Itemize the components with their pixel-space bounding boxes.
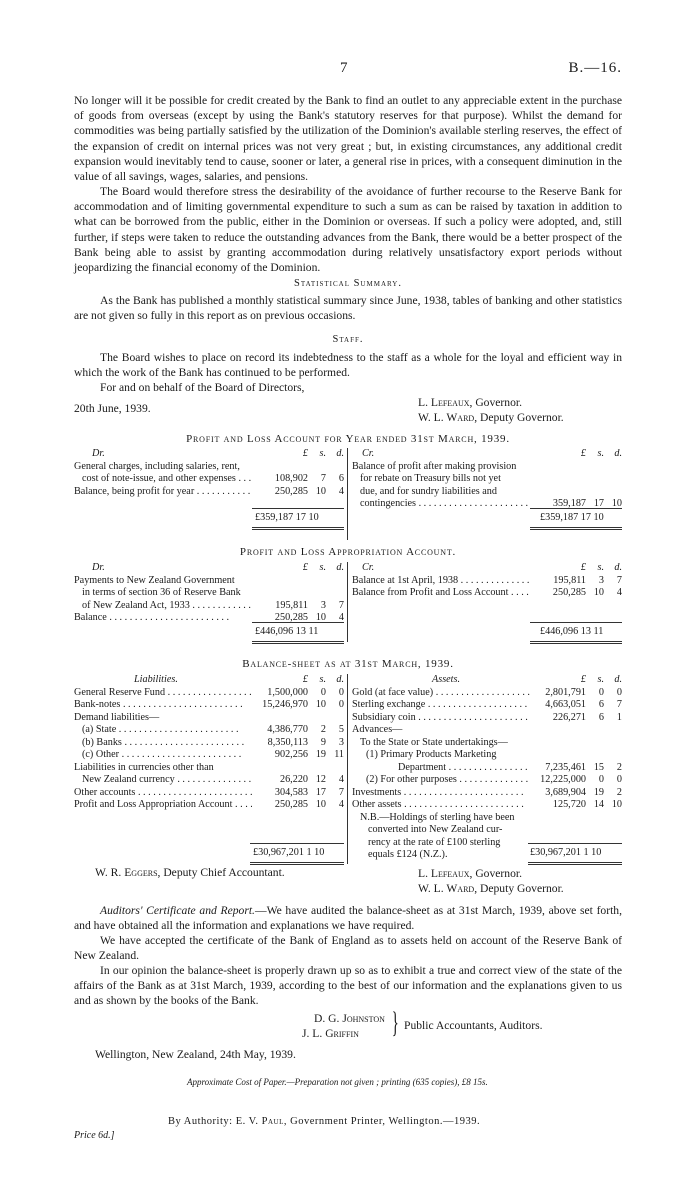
pl-divider bbox=[347, 448, 348, 540]
amount-pence: 6 bbox=[338, 473, 344, 484]
amount-shillings: 14 bbox=[593, 799, 604, 810]
paragraph-on-behalf: For and on behalf of the Board of Directors, bbox=[100, 381, 305, 394]
accountant-name: W. R. Eggers bbox=[95, 866, 158, 879]
assets-heading: Assets. bbox=[432, 674, 461, 685]
amount-pounds bbox=[530, 461, 586, 474]
amount-pounds bbox=[530, 737, 586, 750]
document-reference: B.—16. bbox=[568, 60, 622, 76]
amount-pounds bbox=[530, 473, 586, 486]
signature-governor bbox=[418, 395, 522, 410]
balance-sheet-rule-right bbox=[528, 843, 622, 844]
table-row bbox=[352, 699, 622, 712]
row-label: (1) Primary Products Marketing bbox=[366, 749, 497, 760]
paragraph-board-stress: The Board would therefore stress the desirability of the avoidance of further recourse to the Reserve Bank for accommodation and of limiting governmental expenditure to such a sum as can be raised by taxation in addition to what can be borrowed from the public, either in the Dominion or overseas. If such a policy were adopted, and, still further, if steps were taken to reduce the outstanding advances from the Bank, there would be a better prospect of the Bank being able to assist by granting accommodation during relatively unsatisfactory export periods without jeopardizing the financial economy of the Dominion. bbox=[74, 185, 622, 275]
row-label: Sterling exchange . . bbox=[352, 699, 530, 712]
pl-credit-rows bbox=[352, 461, 622, 511]
row-label: converted into New Zealand cur- bbox=[368, 824, 503, 835]
row-label: New Zealand currency . . bbox=[74, 774, 252, 787]
cost-of-paper-note: Approximate Cost of Paper.—Preparation not given ; printing (635 copies), £8 15s. bbox=[187, 1077, 488, 1087]
amount-shillings: 10 bbox=[315, 699, 326, 710]
currency-pounds: £ bbox=[302, 448, 308, 459]
table-row bbox=[74, 587, 344, 600]
pl-rule-left bbox=[252, 508, 344, 509]
amount-pounds: 250,285 bbox=[552, 587, 586, 598]
amount-pence: 1 bbox=[616, 711, 622, 723]
table-row bbox=[352, 799, 622, 812]
liabilities-heading: Liabilities. bbox=[134, 674, 178, 685]
row-label: Balance, being profit for year . . bbox=[74, 486, 252, 499]
amount-pounds: 250,285 bbox=[274, 485, 308, 497]
table-row bbox=[352, 787, 622, 800]
appropriation-rule-right bbox=[530, 622, 622, 623]
table-row bbox=[352, 774, 622, 787]
pl-cr-label: Cr. bbox=[362, 448, 375, 459]
currency-pounds: £ bbox=[302, 562, 308, 573]
amount-pence: 4 bbox=[338, 774, 344, 785]
amount-shillings: 6 bbox=[598, 711, 604, 723]
pl-credit-header bbox=[352, 448, 622, 461]
row-label: cost of note-issue, and other expenses . . bbox=[74, 473, 252, 486]
table-row bbox=[74, 712, 344, 725]
row-label: N.B.—Holdings of sterling have been bbox=[360, 811, 515, 823]
table-row bbox=[74, 575, 344, 588]
currency-shillings: s. bbox=[319, 448, 326, 459]
amount-pence bbox=[326, 762, 344, 775]
row-label: Subsidiary coin . . bbox=[352, 712, 530, 725]
amount-pounds bbox=[530, 812, 586, 825]
amount-pence bbox=[604, 737, 622, 750]
signature-deputy-chief-accountant bbox=[95, 866, 285, 879]
auditors-text-1: —We have audited the balance-sheet as at 31st March, 1939, above set forth, and have obtained all the information and explanations we have required. bbox=[74, 904, 622, 933]
amount-pence: 10 bbox=[611, 799, 622, 810]
table-row bbox=[352, 575, 622, 588]
amount-pence bbox=[604, 724, 622, 737]
appropriation-double-rule-left bbox=[252, 641, 344, 644]
amount-shillings bbox=[308, 461, 326, 474]
appropriation-total-right: £446,096 13 11 bbox=[540, 626, 604, 637]
table-row bbox=[74, 787, 344, 800]
amount-shillings bbox=[586, 749, 604, 762]
amount-shillings: 3 bbox=[598, 574, 604, 586]
row-label: Balance from Profit and Loss Account . . bbox=[352, 587, 530, 600]
amount-pounds: 26,220 bbox=[279, 774, 308, 785]
row-label: To the State or State undertakings— bbox=[360, 736, 508, 748]
amount-shillings bbox=[586, 824, 604, 837]
table-row bbox=[352, 824, 622, 837]
table-row bbox=[352, 749, 622, 762]
amount-shillings bbox=[308, 712, 326, 725]
amount-pence bbox=[604, 824, 622, 837]
table-row bbox=[74, 762, 344, 775]
deputy-governor-title: , Deputy Governor. bbox=[474, 411, 564, 424]
row-label: Other assets . . bbox=[352, 799, 530, 812]
amount-pence: 11 bbox=[334, 749, 344, 760]
currency-shillings: s. bbox=[319, 562, 326, 573]
appropriation-total-left: £446,096 13 11 bbox=[255, 626, 319, 637]
pl-debit-side bbox=[74, 448, 344, 498]
price-label: Price 6d.] bbox=[74, 1130, 115, 1141]
amount-pounds: 226,271 bbox=[552, 711, 586, 723]
appropriation-divider bbox=[347, 562, 348, 642]
row-label: (b) Banks . . bbox=[74, 737, 252, 750]
row-label: Balance at 1st April, 1938 . . bbox=[352, 575, 530, 588]
amount-shillings: 10 bbox=[315, 485, 326, 497]
amount-shillings: 17 bbox=[315, 786, 326, 798]
amount-shillings bbox=[308, 762, 326, 775]
appropriation-credit-side bbox=[352, 562, 622, 600]
amount-shillings: 7 bbox=[320, 473, 326, 484]
amount-pounds bbox=[530, 486, 586, 499]
amount-pounds bbox=[252, 762, 308, 775]
row-label: (c) Other . . bbox=[74, 749, 252, 762]
governor-title: , Governor. bbox=[469, 396, 522, 409]
balance-sheet-double-rule-right bbox=[528, 862, 622, 865]
heading-statistical-summary: Statistical Summary. bbox=[294, 278, 402, 289]
pl-total-right: £359,187 17 10 bbox=[540, 512, 604, 523]
appropriation-cr-label: Cr. bbox=[362, 562, 375, 573]
amount-shillings bbox=[308, 587, 326, 600]
governor-name-2: L. Lefeaux bbox=[418, 867, 470, 880]
amount-pounds bbox=[252, 587, 308, 600]
row-label: Bank-notes . . bbox=[74, 699, 252, 712]
table-row bbox=[74, 774, 344, 787]
appropriation-credit-header bbox=[352, 562, 622, 575]
assets-side bbox=[352, 674, 622, 862]
auditors-place-date: Wellington, New Zealand, 24th May, 1939. bbox=[95, 1048, 296, 1061]
liabilities-header bbox=[74, 674, 344, 687]
amount-pounds: 902,256 bbox=[274, 749, 308, 760]
row-label: for rebate on Treasury bills not yet bbox=[360, 473, 501, 484]
deputy-governor-name: W. L. Ward bbox=[418, 411, 475, 424]
currency-pence: d. bbox=[336, 562, 344, 573]
currency-shillings: s. bbox=[597, 448, 604, 459]
amount-shillings: 3 bbox=[320, 599, 326, 611]
pl-dr-label: Dr. bbox=[92, 448, 105, 459]
amount-shillings bbox=[308, 575, 326, 588]
amount-pence bbox=[604, 749, 622, 762]
paragraph-staff: The Board wishes to place on record its indebtedness to the staff as a whole for the loyal and efficient way in which the work of the Bank has continued to be performed. bbox=[74, 351, 622, 380]
row-label: Advances— bbox=[352, 724, 403, 735]
balance-sheet-total-right: £30,967,201 1 10 bbox=[530, 847, 602, 858]
table-row bbox=[74, 699, 344, 712]
amount-shillings bbox=[586, 812, 604, 825]
amount-shillings bbox=[586, 737, 604, 750]
amount-pence bbox=[604, 486, 622, 499]
amount-pounds: 8,350,113 bbox=[267, 736, 308, 748]
signature-governor-2 bbox=[418, 866, 522, 881]
amount-pounds bbox=[530, 724, 586, 737]
heading-staff: Staff. bbox=[332, 334, 364, 345]
row-label: Balance . . bbox=[74, 612, 252, 625]
currency-shillings: s. bbox=[597, 674, 604, 685]
amount-pence: 4 bbox=[338, 612, 344, 623]
page-number: 7 bbox=[340, 60, 348, 76]
row-label: Profit and Loss Appropriation Account . . bbox=[74, 799, 252, 812]
amount-pounds bbox=[530, 824, 586, 837]
amount-pounds: 195,811 bbox=[553, 574, 586, 586]
amount-pounds: 15,246,970 bbox=[262, 699, 308, 710]
row-label: (a) State . . bbox=[74, 724, 252, 737]
appropriation-debit-side bbox=[74, 562, 344, 625]
balance-sheet-total-left: £30,967,201 1 10 bbox=[253, 847, 325, 858]
amount-shillings: 10 bbox=[315, 799, 326, 810]
assets-header bbox=[352, 674, 622, 687]
amount-pence: 4 bbox=[338, 485, 344, 497]
table-row bbox=[352, 687, 622, 700]
row-label: Demand liabilities— bbox=[74, 711, 160, 723]
report-date: 20th June, 1939. bbox=[74, 402, 151, 415]
currency-pounds: £ bbox=[580, 562, 586, 573]
table-row bbox=[352, 461, 622, 474]
amount-pence: 2 bbox=[616, 786, 622, 798]
amount-pence bbox=[604, 461, 622, 474]
amount-shillings bbox=[586, 461, 604, 474]
row-label: Liabilities in currencies other than bbox=[74, 761, 214, 773]
row-label: General charges, including salaries, rent, bbox=[74, 460, 240, 472]
appropriation-title: Profit and Loss Appropriation Account. bbox=[239, 546, 457, 558]
row-label: Gold (at face value) . . bbox=[352, 687, 530, 700]
amount-shillings bbox=[586, 724, 604, 737]
row-label: contingencies . . bbox=[352, 498, 530, 511]
currency-pence: d. bbox=[614, 674, 622, 685]
amount-pence bbox=[326, 712, 344, 725]
liabilities-side bbox=[74, 674, 344, 812]
amount-pounds: 12,225,000 bbox=[540, 774, 586, 785]
signature-deputy-governor bbox=[418, 410, 564, 425]
amount-shillings: 0 bbox=[598, 686, 604, 698]
balance-sheet-title: Balance-sheet as at 31st March, 1939. bbox=[242, 658, 454, 670]
paragraph-statistics: As the Bank has published a monthly statistical summary since June, 1938, tables of banking and other statistics are not given so fully in this report as on previous occasions. bbox=[74, 294, 622, 323]
currency-pounds: £ bbox=[580, 674, 586, 685]
amount-pence: 10 bbox=[611, 498, 622, 509]
table-row bbox=[74, 799, 344, 812]
pl-total-left: £359,187 17 10 bbox=[255, 512, 319, 523]
auditor-griffin: J. L. Griffin bbox=[302, 1027, 359, 1040]
appropriation-dr-label: Dr. bbox=[92, 562, 105, 573]
amount-pence: 0 bbox=[338, 686, 344, 698]
auditors-paragraph-1 bbox=[74, 903, 622, 933]
table-row bbox=[74, 724, 344, 737]
governor-title-2: , Governor. bbox=[469, 867, 522, 880]
amount-shillings bbox=[586, 473, 604, 486]
auditor-johnston: D. G. Johnston bbox=[314, 1012, 385, 1025]
table-row bbox=[74, 749, 344, 762]
pl-double-rule-left bbox=[252, 527, 344, 530]
authority-prefix: By Authority: bbox=[168, 1116, 233, 1127]
amount-pounds bbox=[252, 575, 308, 588]
amount-pounds: 3,689,904 bbox=[545, 786, 586, 798]
row-label: due, and for sundry liabilities and bbox=[360, 485, 497, 497]
auditors-role: Public Accountants, Auditors. bbox=[404, 1019, 543, 1032]
appropriation-double-rule-right bbox=[530, 641, 622, 644]
amount-pounds: 359,187 bbox=[552, 498, 586, 509]
amount-pence: 0 bbox=[616, 774, 622, 785]
auditor-brace: } bbox=[391, 1006, 399, 1039]
auditors-lead: Auditors' Certificate and Report. bbox=[100, 904, 255, 917]
signature-deputy-governor-2 bbox=[418, 881, 564, 896]
currency-pounds: £ bbox=[302, 674, 308, 685]
currency-pence: d. bbox=[614, 562, 622, 573]
currency-shillings: s. bbox=[597, 562, 604, 573]
row-label: in terms of section 36 of Reserve Bank bbox=[82, 587, 241, 598]
accountant-title: , Deputy Chief Accountant. bbox=[157, 866, 285, 879]
table-row bbox=[74, 486, 344, 499]
amount-shillings: 10 bbox=[593, 587, 604, 598]
row-label: of New Zealand Act, 1933 . . bbox=[74, 600, 252, 613]
balance-sheet-divider bbox=[347, 674, 348, 864]
table-row bbox=[74, 600, 344, 613]
table-row bbox=[352, 812, 622, 825]
amount-pence bbox=[604, 849, 622, 862]
printer-authority bbox=[168, 1116, 480, 1127]
amount-shillings: 17 bbox=[593, 498, 604, 509]
amount-pounds: 250,285 bbox=[274, 612, 308, 623]
pl-account-title: Profit and Loss Account for Year ended 31st March, 1939. bbox=[186, 433, 510, 445]
appropriation-credit-rows bbox=[352, 575, 622, 600]
table-row bbox=[352, 762, 622, 775]
amount-pence: 7 bbox=[338, 599, 344, 611]
amount-pounds bbox=[530, 749, 586, 762]
amount-pence: 3 bbox=[338, 736, 344, 748]
liabilities-rows bbox=[74, 687, 344, 812]
table-row bbox=[352, 712, 622, 725]
row-label: Payments to New Zealand Government bbox=[74, 574, 235, 586]
row-label: Department . . bbox=[352, 762, 530, 775]
row-label: Balance of profit after making provision bbox=[352, 460, 517, 472]
table-row bbox=[352, 473, 622, 486]
currency-pence: d. bbox=[336, 674, 344, 685]
amount-pounds: 2,801,791 bbox=[545, 686, 586, 698]
amount-shillings: 0 bbox=[320, 686, 326, 698]
currency-pounds: £ bbox=[580, 448, 586, 459]
amount-pounds: 125,720 bbox=[552, 799, 586, 810]
deputy-governor-title-2: , Deputy Governor. bbox=[474, 882, 564, 895]
amount-pence bbox=[326, 461, 344, 474]
amount-pounds: 304,583 bbox=[274, 786, 308, 798]
amount-pounds: 4,663,051 bbox=[545, 699, 586, 710]
pl-debit-rows bbox=[74, 461, 344, 499]
appropriation-debit-rows bbox=[74, 575, 344, 625]
assets-rows bbox=[352, 687, 622, 862]
pl-debit-header bbox=[74, 448, 344, 461]
amount-pence: 2 bbox=[616, 761, 622, 773]
amount-shillings: 19 bbox=[593, 786, 604, 798]
row-label: General Reserve Fund . . bbox=[74, 687, 252, 700]
amount-pounds: 195,811 bbox=[275, 599, 308, 611]
balance-sheet-rule-left bbox=[250, 843, 344, 844]
amount-shillings: 9 bbox=[320, 736, 326, 748]
table-row bbox=[352, 486, 622, 499]
pl-credit-side bbox=[352, 448, 622, 511]
table-row bbox=[74, 461, 344, 474]
row-label: rency at the rate of £100 sterling bbox=[368, 836, 501, 848]
amount-pence: 7 bbox=[338, 786, 344, 798]
authority-suffix: , Government Printer, Wellington.—1939. bbox=[283, 1116, 481, 1127]
currency-pence: d. bbox=[614, 448, 622, 459]
paragraph-credit: No longer will it be possible for credit created by the Bank to find an outlet to any appreciable extent in the purchase of goods from overseas (except by using the Bank's statutory reserves for that purpose). Whilst the demand for commodities was being partially satisfied by the utilization of the Dominion's available sterling reserves, the effect of the expansion of credit on internal prices was not very great ; but, in existing circumstances, any additional credit expansion would inevitably tend to cause, sooner or later, a general rise in prices, with a consequent diminution in the value of all savings, wages, salaries, and pensions. bbox=[74, 94, 622, 184]
amount-pounds bbox=[252, 712, 308, 725]
auditors-paragraph-2: We have accepted the certificate of the Bank of England as to assets held on account of the Reserve Bank of New Zealand. bbox=[74, 934, 622, 963]
amount-pence bbox=[604, 812, 622, 825]
amount-shillings: 15 bbox=[593, 761, 604, 773]
row-label: Investments . . bbox=[352, 787, 530, 800]
amount-pounds: 4,386,770 bbox=[267, 724, 308, 735]
amount-shillings: 12 bbox=[315, 774, 326, 785]
pl-rule-right bbox=[530, 508, 622, 509]
table-row bbox=[352, 724, 622, 737]
amount-shillings: 6 bbox=[598, 699, 604, 710]
amount-pence: 4 bbox=[616, 587, 622, 598]
appropriation-rule-left bbox=[252, 622, 344, 623]
currency-pence: d. bbox=[336, 448, 344, 459]
amount-pounds: 7,235,461 bbox=[545, 761, 586, 773]
amount-pence: 0 bbox=[616, 686, 622, 698]
table-row bbox=[352, 737, 622, 750]
currency-shillings: s. bbox=[319, 674, 326, 685]
row-label: equals £124 (N.Z.). bbox=[368, 849, 448, 860]
amount-pence: 7 bbox=[616, 699, 622, 710]
amount-pounds: 1,500,000 bbox=[267, 686, 308, 698]
table-row bbox=[352, 587, 622, 600]
row-label: (2) For other purposes . . bbox=[352, 774, 530, 787]
amount-pence: 0 bbox=[338, 699, 344, 710]
amount-shillings: 10 bbox=[315, 612, 326, 623]
amount-pence bbox=[604, 473, 622, 486]
auditors-paragraph-3: In our opinion the balance-sheet is properly drawn up so as to exhibit a true and correct view of the state of the affairs of the Bank as at 31st March, 1939, according to the best of our information and the explanations given to us and as shown by the books of the Bank. bbox=[74, 964, 622, 1008]
amount-shillings: 2 bbox=[320, 724, 326, 735]
amount-pence bbox=[326, 587, 344, 600]
amount-pence: 7 bbox=[616, 574, 622, 586]
table-row bbox=[74, 687, 344, 700]
amount-pence bbox=[326, 575, 344, 588]
governor-name: L. Lefeaux bbox=[418, 396, 470, 409]
row-label: Other accounts . . bbox=[74, 787, 252, 800]
amount-pounds: 108,902 bbox=[274, 473, 308, 484]
amount-pounds bbox=[252, 461, 308, 474]
amount-shillings bbox=[586, 486, 604, 499]
printer-name: E. V. Paul bbox=[235, 1116, 284, 1127]
amount-shillings: 0 bbox=[598, 774, 604, 785]
appropriation-debit-header bbox=[74, 562, 344, 575]
pl-double-rule-right bbox=[530, 527, 622, 530]
amount-pence: 5 bbox=[338, 724, 344, 735]
amount-pence: 4 bbox=[338, 799, 344, 810]
amount-shillings: 19 bbox=[315, 749, 326, 760]
table-row bbox=[74, 473, 344, 486]
amount-pounds: 250,285 bbox=[274, 799, 308, 810]
table-row bbox=[74, 737, 344, 750]
balance-sheet-double-rule-left bbox=[250, 862, 344, 865]
deputy-governor-name-2: W. L. Ward bbox=[418, 882, 475, 895]
